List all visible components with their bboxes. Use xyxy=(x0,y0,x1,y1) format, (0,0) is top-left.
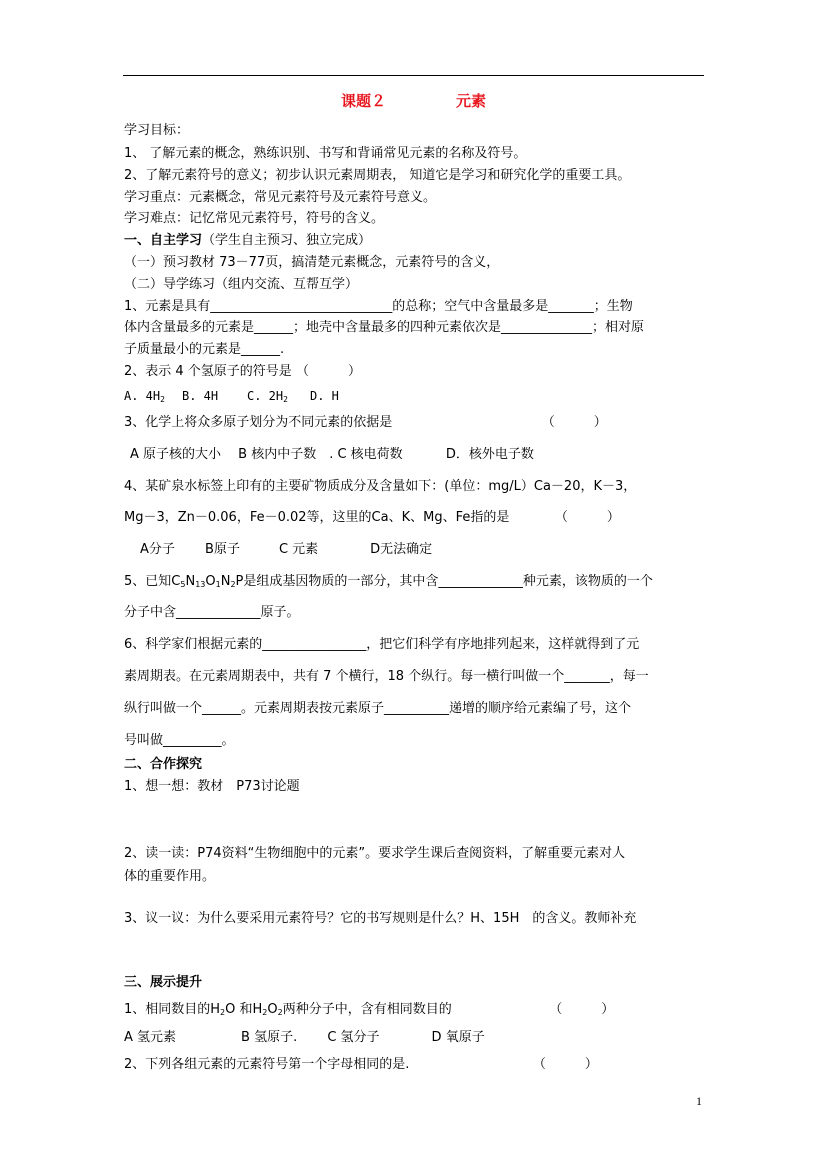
question-3: 3、化学上将众多原子划分为不同元素的依据是 （ ） xyxy=(124,415,607,430)
goal-heading: 学习目标： xyxy=(124,123,190,138)
title-lesson: 课题２ xyxy=(340,92,386,110)
question-5-line-2: 分子中含_____________原子。 xyxy=(124,605,300,620)
difficult-point: 学习难点：记忆常见元素符号，符号的含义。 xyxy=(124,211,385,226)
question-3-options: A 原子核的大小 B 核内中子数 . C 核电荷数 D．核外电子数 xyxy=(130,447,534,462)
question-4-line-1: 4、某矿泉水标签上印有的主要矿物质成分及含量如下：(单位：mg/L）Ca－20，K－3， xyxy=(124,479,637,494)
section-1-note: （学生自主预习、独立完成） xyxy=(202,233,372,248)
task-2-line-1: 2、读一读：P74资料“生物细胞中的元素”。要求学生课后查阅资料，了解重要元素对人 xyxy=(124,846,626,861)
question-4-line-2: Mg－3，Zn－0.06，Fe－0.02等，这里的Ca、K、Mg、Fe指的是 （ ） xyxy=(124,510,620,525)
question-6-line-4: 号叫做_________。 xyxy=(124,733,235,748)
option-b: B. 4H xyxy=(182,389,219,403)
question-4-options: A分子 B原子 C 元素 D无法确定 xyxy=(140,542,433,557)
header-rule xyxy=(123,75,704,76)
question-1-line-1: 1、元素是具有____________________________的总称；空气中含量最多是_______；生物 xyxy=(124,299,633,314)
question-6-line-1: 6、科学家们根据元素的________________，把它们科学有序地排列起来，这样就得到了元 xyxy=(124,637,640,652)
title-topic: 元素 xyxy=(456,92,487,110)
task-2-line-2: 体的重要作用。 xyxy=(124,869,216,884)
review-1: 1、相同数目的$H_2O$ 和$H_2O_2$两种分子中，含有相同数目的 （ ） xyxy=(124,1002,615,1017)
option-c: C. $2H_2$ xyxy=(247,389,288,404)
option-a: A. $4H_2$ xyxy=(124,389,165,404)
section-1-heading xyxy=(124,233,371,249)
question-1-line-3: 子质量最小的元素是______. xyxy=(124,342,285,357)
question-6-line-3: 纵行叫做一个______。元素周期表按元素原子__________递增的顺序给元素编了号，这个 xyxy=(124,701,632,716)
question-2: 2、表示 4 个氢原子的符号是 （ ） xyxy=(124,364,361,379)
review-1-options: A 氢元素 B 氢原子. C 氢分子 D 氧原子 xyxy=(124,1030,485,1045)
task-3: 3、议一议：为什么要采用元素符号？它的书写规则是什么？H、15H 的含义。教师补充 xyxy=(124,911,637,926)
section-3-heading: 三、展示提升 xyxy=(124,975,203,990)
page-number: 1 xyxy=(696,1094,702,1108)
question-5-line-1: 5、已知$C_5N_{13}O_1N_2P$是组成基因物质的一部分，其中含_____________种元素，该物质的一个 xyxy=(124,574,653,589)
section-2-heading: 二、合作探究 xyxy=(124,757,203,772)
page-title xyxy=(0,90,827,111)
key-point: 学习重点：元素概念，常见元素符号及元素符号意义。 xyxy=(124,190,437,205)
goal-2: 2、了解元素符号的意义；初步认识元素周期表， 知道它是学习和研究化学的重要工具。 xyxy=(124,168,631,183)
task-1: 1、想一想：教材 P73讨论题 xyxy=(124,779,300,794)
question-6-line-2: 素周期表。在元素周期表中，共有 7 个横行，18 个纵行。每一横行叫做一个_______，每一 xyxy=(124,669,649,684)
review-2: 2、下列各组元素的元素符号第一个字母相同的是. （ ） xyxy=(124,1057,598,1072)
preview-line: （一）预习教材 73－77页，搞清楚元素概念，元素符号的含义， xyxy=(124,255,500,270)
goal-1: 1、 了解元素的概念，熟练识别、书写和背诵常见元素的名称及符号。 xyxy=(124,146,527,161)
question-1-line-2: 体内含量最多的元素是______；地壳中含量最多的四种元素依次是______________；相对原 xyxy=(124,320,645,335)
section-1-title: 一、自主学习 xyxy=(124,233,203,248)
option-d: D. H xyxy=(310,389,339,403)
guided-practice-heading: （二）导学练习（组内交流、互帮互学） xyxy=(124,277,359,292)
